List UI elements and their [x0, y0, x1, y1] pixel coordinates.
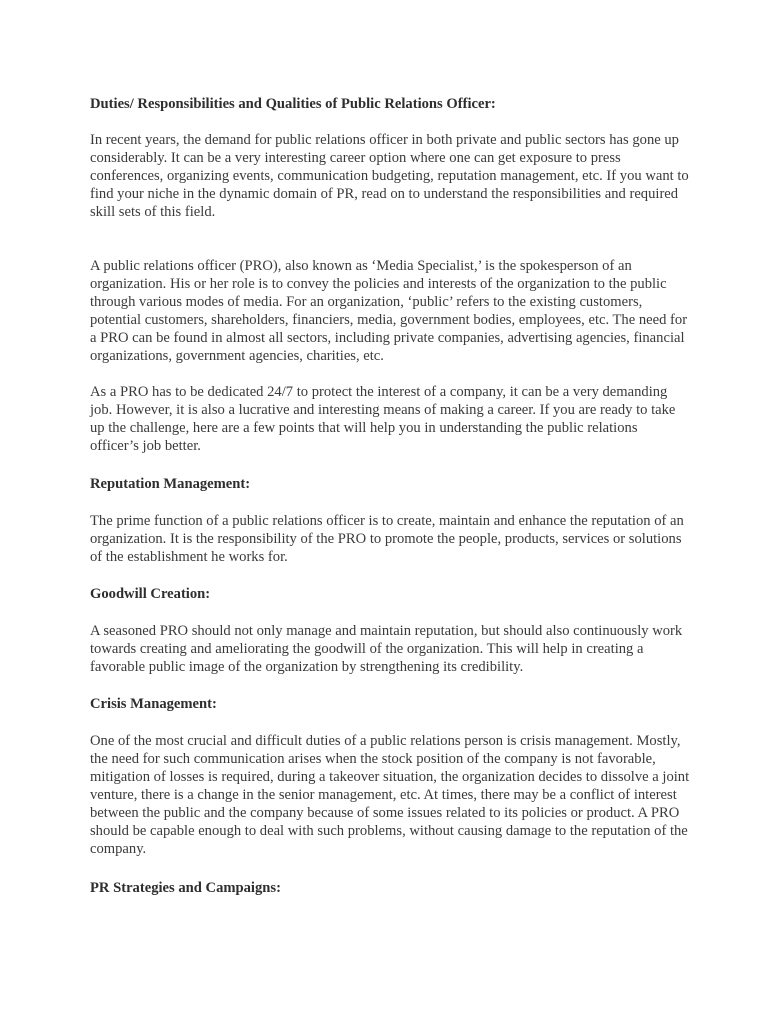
intro-paragraph: In recent years, the demand for public relations officer in both private and public sectors has gone up considerably. It can be a very interesting career option where one can get exposure to press conferences, organizing events, communication budgeting, reputation management, etc. If you want to find your niche in the dynamic domain of PR, read on to understand the responsibilities and required skill sets of this field.: [90, 132, 689, 220]
goodwill-creation-heading: Goodwill Creation:: [90, 586, 211, 602]
definition-paragraph: A public relations officer (PRO), also known as ‘Media Specialist,’ is the spokesperson of an organization. His or her role is to convey the policies and interests of the organization to the public through various modes of media. For an organization, ‘public’ refers to the existing customers, potential customers, shareholders, financiers, media, government bodies, employees, etc. The need for a PRO can be found in almost all sectors, including private companies, advertising agencies, financial organizations, government agencies, charities, etc.: [90, 258, 688, 364]
demanding-job-paragraph: As a PRO has to be dedicated 24/7 to protect the interest of a company, it can be a very demanding job. However, it is also a lucrative and interesting means of making a career. If you are ready to take up the challenge, here are a few points that will help you in understanding the public relations officer’s job better.: [90, 384, 676, 454]
crisis-management-paragraph: One of the most crucial and difficult duties of a public relations person is crisis management. Mostly, the need for such communication arises when the stock position of the company is not favorable, mitigation of losses is required, during a takeover situation, the organization decides to dissolve a joint venture, there is a change in the senior management, etc. At times, there may be a conflict of interest between the public and the company because of some issues related to its policies or product. A PRO should be capable enough to deal with such problems, without causing damage to the reputation of the company.: [90, 733, 690, 857]
crisis-management-heading: Crisis Management:: [90, 696, 217, 712]
goodwill-creation-paragraph: A seasoned PRO should not only manage and maintain reputation, but should also continuously work towards creating and ameliorating the goodwill of the organization. This will help in creating a favorable public image of the organization by strengthening its credibility.: [90, 623, 683, 675]
reputation-management-heading: Reputation Management:: [90, 476, 251, 492]
reputation-management-paragraph: The prime function of a public relations officer is to create, maintain and enhance the reputation of an organization. It is the responsibility of the PRO to promote the people, products, services or solutions of the establishment he works for.: [90, 513, 684, 565]
pr-strategies-heading: PR Strategies and Campaigns:: [90, 880, 281, 896]
document-title: Duties/ Responsibilities and Qualities of Public Relations Officer:: [90, 96, 496, 112]
